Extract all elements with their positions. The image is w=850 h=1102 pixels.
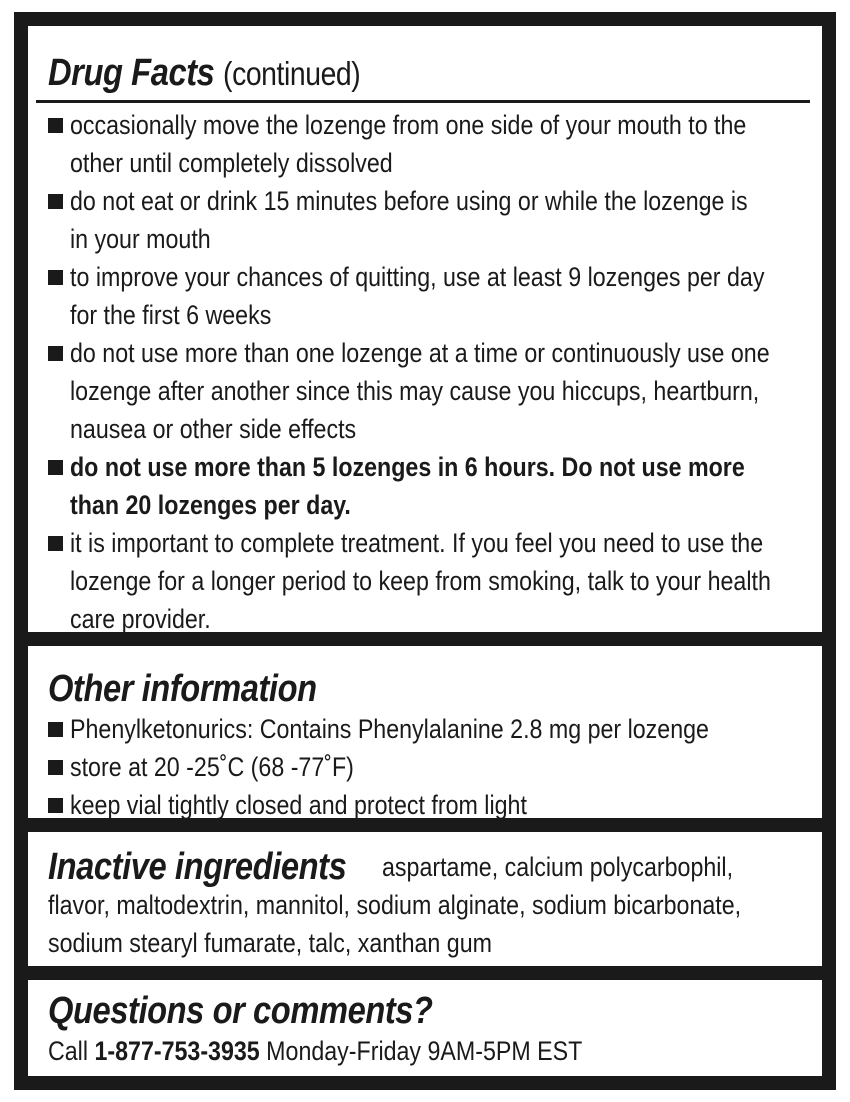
bullet-square-icon: [48, 270, 63, 285]
questions-panel: [28, 980, 822, 1076]
direction-line: care provider.: [70, 604, 211, 634]
direction-line: for the first 6 weeks: [70, 300, 272, 330]
directions-panel: [28, 26, 822, 632]
other-info-item: Phenylketonurics: Contains Phenylalanine 2.8 mg per lozenge: [70, 714, 709, 744]
contact-line: [48, 1036, 669, 1066]
direction-line: to improve your chances of quitting, use at least 9 lozenges per day: [70, 262, 765, 292]
direction-line-bold: do not use more than 5 lozenges in 6 hours. Do not use more: [70, 452, 745, 482]
direction-line: do not eat or drink 15 minutes before using or while the lozenge is: [70, 186, 748, 216]
bullet-square-icon: [48, 798, 63, 813]
bullet-square-icon: [48, 194, 63, 209]
continued-label: (continued): [223, 55, 361, 92]
direction-line: nausea or other side effects: [70, 414, 357, 444]
direction-line: it is important to complete treatment. If you feel you need to use the: [70, 528, 764, 558]
ingredients-line: aspartame, calcium polycarbophil,: [382, 852, 734, 882]
direction-line: do not use more than one lozenge at a time or continuously use one: [70, 338, 770, 368]
bullet-square-icon: [48, 760, 63, 775]
inactive-ingredients-panel: [28, 832, 822, 966]
bullet-square-icon: [48, 460, 63, 475]
drug-facts-label: [14, 12, 836, 1090]
bullet-square-icon: [48, 118, 63, 133]
other-info-item: store at 20 -25˚C (68 -77˚F): [70, 752, 354, 782]
other-information-heading: Other information: [48, 668, 317, 710]
bullet-square-icon: [48, 346, 63, 361]
questions-heading: Questions or comments?: [48, 990, 433, 1032]
ingredients-line: sodium stearyl fumarate, talc, xanthan gum: [48, 928, 492, 958]
ingredients-line: flavor, maltodextrin, mannitol, sodium alginate, sodium bicarbonate,: [48, 890, 742, 920]
direction-line: other until completely dissolved: [70, 148, 393, 178]
other-info-item: keep vial tightly closed and protect from light: [70, 790, 527, 820]
other-information-panel: [28, 646, 822, 818]
bullet-square-icon: [48, 536, 63, 551]
direction-line-bold: than 20 lozenges per day.: [70, 490, 351, 520]
inactive-ingredients-heading: Inactive ingredients: [48, 846, 347, 888]
phone-number[interactable]: 1-877-753-3935: [94, 1036, 260, 1066]
direction-line: lozenge for a longer period to keep from smoking, talk to your health: [70, 566, 771, 596]
direction-line: in your mouth: [70, 224, 211, 254]
drug-facts-title: Drug Facts: [48, 52, 215, 94]
direction-line: occasionally move the lozenge from one side of your mouth to the: [70, 110, 747, 140]
drug-facts-heading: [48, 54, 411, 93]
call-label: Call: [48, 1036, 89, 1066]
section-divider: [36, 100, 810, 103]
hours-text: Monday-Friday 9AM-5PM EST: [266, 1036, 583, 1066]
bullet-square-icon: [48, 722, 63, 737]
direction-line: lozenge after another since this may cause you hiccups, heartburn,: [70, 376, 760, 406]
